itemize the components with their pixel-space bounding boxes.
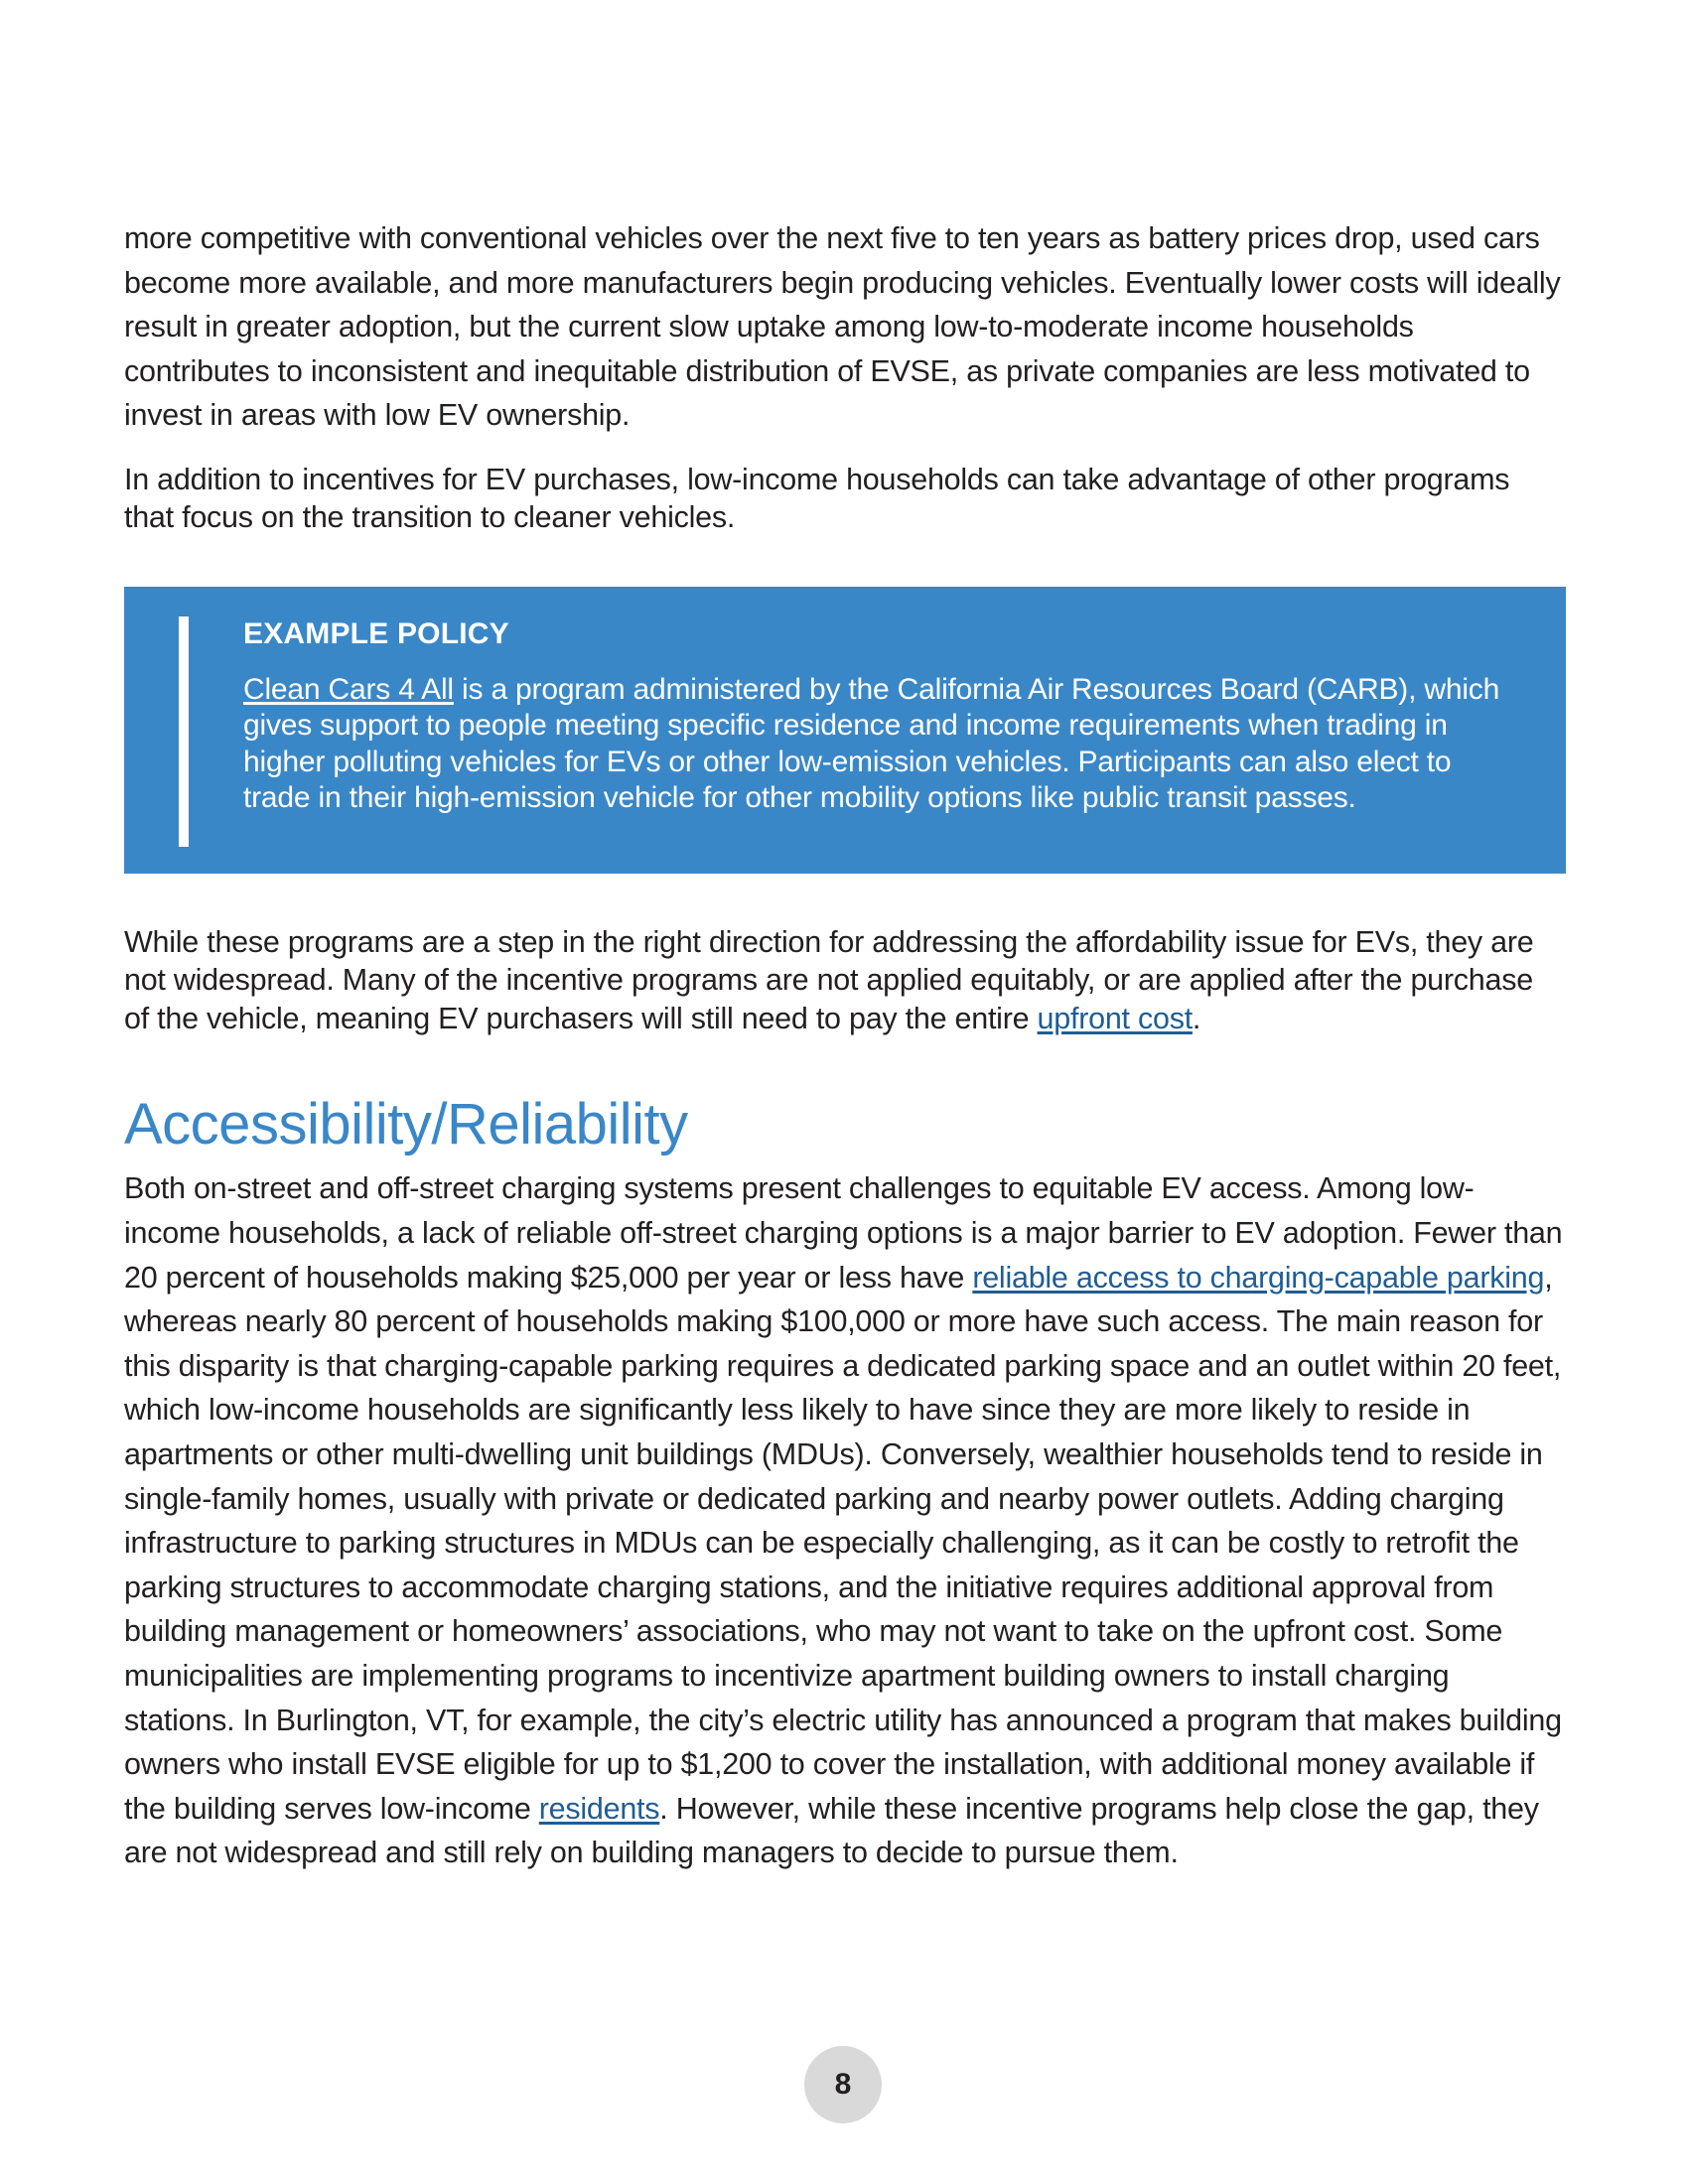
section-text-3: . However, while these incentive programs help close the gap, they are not widespread and still rely on building managers to decide to pursue them.: [124, 1791, 1539, 1870]
clean-cars-4-all-link[interactable]: Clean Cars 4 All: [243, 672, 454, 706]
callout-body: [243, 672, 1506, 817]
page-content: [124, 216, 1566, 1875]
section-text-2: , whereas nearly 80 percent of households making $100,000 or more have such access. The main reason for this disparity is that charging-capable parking requires a dedicated parking space and an outlet within 20 feet, which low-income households are significantly less likely to have since they are more likely to reside in apartments or other multi-dwelling unit buildings (MDUs). Conversely, wealthier households tend to reside in single-family homes, usually with private or dedicated parking and nearby power outlets. Adding charging infrastructure to parking structures in MDUs can be especially challenging, as it can be costly to retrofit the parking structures to accommodate charging stations, and the initiative requires additional approval from building management or homeowners’ associations, who may not want to take on the upfront cost. Some municipalities are implementing programs to incentivize apartment building owners to install charging stations. In Burlington, VT, for example, the city’s electric utility has announced a program that makes building owners who install EVSE eligible for up to $1,200 to cover the installation, with additional money available if the building serves low-income: [124, 1260, 1562, 1826]
callout-body-text: is a program administered by the California Air Resources Board (CARB), which gives support to people meeting specific residence and income requirements when trading in higher polluting vehicles for EVs or other low-emission vehicles. Participants can also elect to trade in their high-emission vehicle for other mobility options like public transit passes.: [243, 672, 1500, 815]
section-text-1: Both on-street and off-street charging systems present challenges to equitable EV access. Among low-income households, a lack of reliable off-street charging options is a major barrier to EV adoption. Fewer than 20 percent of households making $25,000 per year or less have: [124, 1171, 1563, 1295]
section-paragraph: [124, 1166, 1566, 1875]
after-callout-text: While these programs are a step in the right direction for addressing the affordability issue for EVs, they are not widespread. Many of the incentive programs are not applied equitably, or are applied after the purchase of the vehicle, meaning EV purchasers will still need to pay the entire: [124, 924, 1534, 1035]
page-number-badge: 8: [804, 2046, 882, 2123]
intro-paragraph-1: more competitive with conventional vehicles over the next five to ten years as battery prices drop, used cars become more available, and more manufacturers begin producing vehicles. Eventually lower costs will ideally result in greater adoption, but the current slow uptake among low-to-moderate income households contributes to inconsistent and inequitable distribution of EVSE, as private companies are less motivated to invest in areas with low EV ownership.: [124, 221, 1561, 433]
section-heading: Accessibility/Reliability: [124, 1092, 688, 1158]
callout-heading: EXAMPLE POLICY: [243, 616, 509, 650]
reliable-access-link[interactable]: reliable access to charging-capable parking: [972, 1260, 1545, 1295]
after-callout-paragraph: [124, 923, 1566, 1038]
upfront-cost-link[interactable]: upfront cost: [1037, 1001, 1193, 1035]
callout-accent-bar: [179, 616, 189, 847]
residents-link[interactable]: residents: [538, 1791, 660, 1826]
example-policy-callout: [124, 587, 1566, 874]
after-callout-end: .: [1192, 1001, 1201, 1035]
intro-paragraph-2: In addition to incentives for EV purchases, low-income households can take advantage of other programs that focus on the transition to cleaner vehicles.: [124, 462, 1510, 535]
